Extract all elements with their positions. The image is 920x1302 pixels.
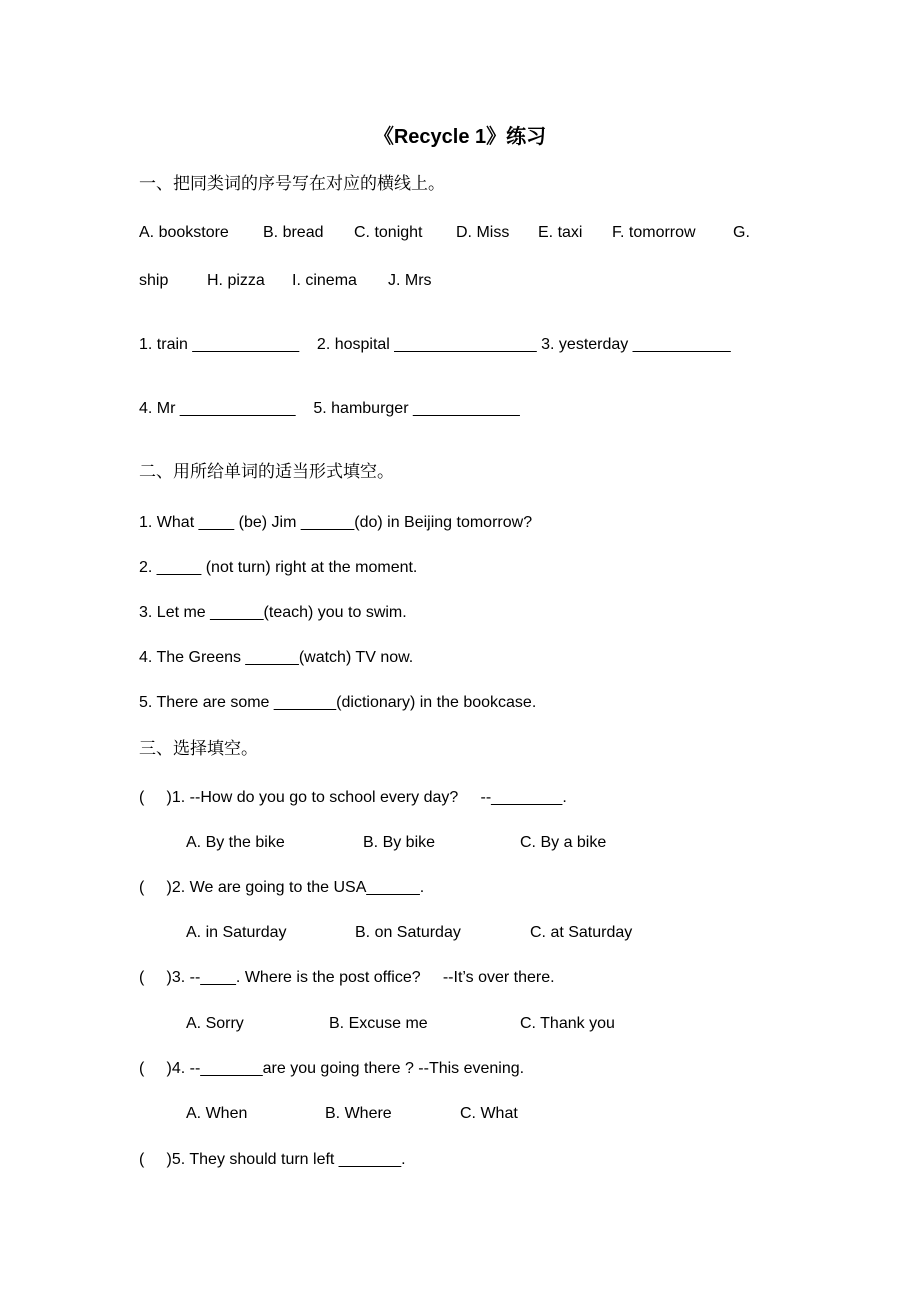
choice-question: ( )4. --_______are you going there ? --This evening. [139,1060,525,1077]
choice-option: A. By the bike [186,834,285,851]
word-option: C. tonight [354,224,423,241]
choice-option: A. Sorry [186,1015,244,1032]
choice-question: ( )1. --How do you go to school every day? --________. [139,789,567,806]
choice-option: C. What [460,1105,518,1122]
choice-option: C. at Saturday [530,924,633,941]
page-title: 《Recycle 1》练习 [373,126,547,148]
word-option: H. pizza [207,272,265,289]
choice-question: ( )2. We are going to the USA______. [139,879,425,896]
choice-option: C. By a bike [520,834,607,851]
fill-blank-item: 2. _____ (not turn) right at the moment. [139,559,418,576]
word-option: F. tomorrow [612,224,696,241]
choice-option: B. Where [325,1105,392,1122]
fill-blank-item: 3. Let me ______(teach) you to swim. [139,604,407,621]
choice-option: A. When [186,1105,248,1122]
word-option: B. bread [263,224,324,241]
word-option: J. Mrs [388,272,432,289]
fill-blank-item: 4. The Greens ______(watch) TV now. [139,649,414,666]
fill-blank-item: 5. There are some _______(dictionary) in the bookcase. [139,694,537,711]
word-option: E. taxi [538,224,583,241]
word-option: D. Miss [456,224,510,241]
section-1-items-row-1: 1. train ____________ 2. hospital ________________ 3. yesterday ___________ [139,336,731,353]
choice-option: B. By bike [363,834,436,851]
fill-blank-item: 1. What ____ (be) Jim ______(do) in Beijing tomorrow? [139,514,533,531]
section-3-heading: 三、选择填空。 [139,739,258,758]
choice-option: A. in Saturday [186,924,287,941]
word-option: I. cinema [292,272,357,289]
choice-option: B. Excuse me [329,1015,428,1032]
choice-question: ( )3. --____. Where is the post office? --It’s over there. [139,969,555,986]
word-option: ship [139,272,169,289]
choice-option: B. on Saturday [355,924,461,941]
section-1-heading: 一、把同类词的序号写在对应的横线上。 [139,174,445,193]
choice-question: ( )5. They should turn left _______. [139,1151,406,1168]
choice-option: C. Thank you [520,1015,615,1032]
section-2-heading: 二、用所给单词的适当形式填空。 [139,462,394,481]
word-option: G. [733,224,750,241]
word-option: A. bookstore [139,224,229,241]
section-1-items-row-2: 4. Mr _____________ 5. hamburger ____________ [139,400,520,417]
